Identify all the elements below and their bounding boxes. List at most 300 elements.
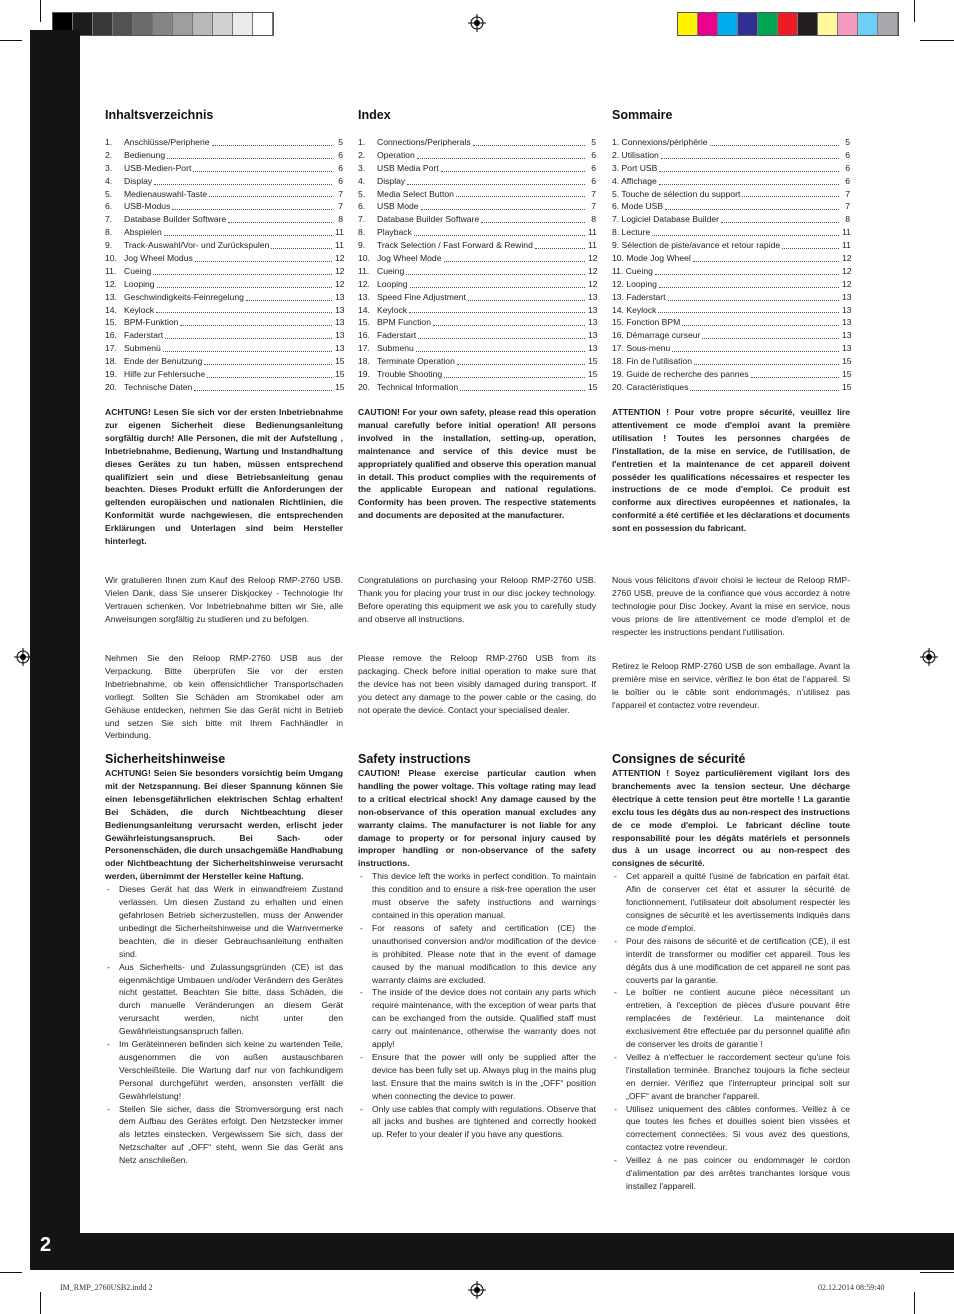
safety-bullet-item: - Utilisez uniquement des câbles conformes. Veillez à ce que toutes les fiches et douilles soient bien vissées et correctement connectées. Si vous avez des questions, contactez votre revendeur. [612,1103,850,1155]
toc-leader-dots [195,261,332,262]
toc-entry-number: 12. [358,278,370,289]
toc-leader-dots [156,312,332,313]
toc-entry[interactable] [358,149,596,162]
toc-leader-dots [742,196,839,197]
crop-mark [920,1272,954,1273]
color-swatch [758,13,778,35]
safety-section [358,751,596,1141]
footer-filename: IM_RMP_2760USB2.indd 2 [60,1283,153,1292]
toc-entry-title: Keylock [124,304,155,315]
toc-leader-dots [782,248,839,249]
toc-entry-number: 10. [105,253,117,263]
safety-bullet-item: - Cet appareil a quitté l'usine de fabrication en parfait état. Afin de conserver cet état et assurer la sécurité de fonctionnement, l'utilisateur doit absolument respecter les consignes de sécurité et les avertissements indiqués dans ce mode d'emploi. [612,870,850,935]
toc-entry-title: 12. Looping [612,278,657,289]
toc-leader-dots [246,300,332,301]
toc-leader-dots [193,171,332,172]
toc-entry-number: 9. [105,240,113,251]
toc-entry-page: 11 [842,240,851,251]
toc-leader-dots [163,351,332,352]
toc-leader-dots [417,158,585,159]
toc-entry[interactable] [612,265,850,278]
toc-entry-title: 1. Connexions/périphérie [612,136,708,147]
toc-leader-dots [410,287,585,288]
toc-leader-dots [659,171,839,172]
safety-bullet-list [105,883,343,1167]
toc-leader-dots [693,261,839,262]
toc-entry-title: 11. Cueing [612,265,653,276]
toc-entry-number: 18. [358,356,370,367]
toc-entry[interactable] [358,329,596,342]
toc-entry-title: Cueing [124,265,152,276]
toc-leader-dots [194,390,332,391]
toc-entry-page: 6 [591,162,596,173]
toc-entry-page: 8 [845,214,850,225]
safety-bullet-item: - Only use cables that comply with regulations. Observe that all jacks and bushes are tightened and correctly hooked up. Refer to your dealer if you have any questions. [358,1103,596,1142]
toc-leader-dots [661,158,839,159]
toc-entry[interactable] [358,162,596,175]
toc-entry-page: 13 [588,330,598,341]
toc-leader-dots [702,338,839,339]
toc-entry-page: 13 [335,343,345,354]
toc-entry-title: USB-Modus [124,201,171,212]
toc-entry-title: Operation [377,149,415,160]
toc-entry[interactable] [105,200,343,213]
color-swatch [153,13,173,35]
toc-entry[interactable] [358,342,596,355]
toc-leader-dots [406,274,585,275]
color-swatch [738,13,758,35]
toc-leader-dots [658,312,839,313]
safety-warning: CAUTION! Please exercise particular caution when handling the power voltage. This voltage rating may lead to a critical electrical shock! Any damage caused by the non-observance of this operation manual excludes any warranty claims. The manufacturer is not liable for any damage to property or for personal injury caused by improper handling or non-observance of the safety instructions. [358,768,596,869]
safety-bullet-item: - Le boîtier ne contient aucune pièce nécessitant un entretien, à l'exception de pièces d'usure pouvant être remplacées de l'extérieur. La maintenance doit exclusivement être effectuée par du personnel qualifié afin de conserver les droits de garantie ! [612,986,850,1051]
toc-entry-title: Display [377,175,406,186]
footer-timestamp: 02.12.2014 08:59:40 [818,1283,885,1292]
toc-leader-dots [444,261,586,262]
caution-notice: CAUTION! For your own safety, please read this operation manual carefully before initial operation! All persons involved in the installation, setting-up, operation, maintenance and service of this device must be appropriately qualified and observe this operation manual in detail. This product complies with the requirements of the applicable European and national regulations. Conformity has been proven. The respective statements and documents are deposited at the manufacturer. [358,407,596,521]
toc-entry-page: 12 [588,265,598,276]
toc-entry-title: USB Mode [377,201,419,212]
toc-entry[interactable] [358,278,596,291]
toc-entry-number: 8. [105,227,113,238]
safety-bullet-item: - Im Geräteinneren befinden sich keine zu wartenden Teile, ausgenommen die von außen austauschbaren Verschleißteile. Die Wartung darf nur von fachkundigem Personal durchgeführt werden, ansonsten verfällt die Gewährleistung! [105,1038,343,1103]
safety-bullet-item: - Dieses Gerät hat das Werk in einwandfreiem Zustand verlassen. Um diesen Zustand zu erhalten und einen gefahrlosen Betrieb sicherzustellen, muss der Anwender unbedingt die Sicherheitshinweise und die Warnvermerke beachten, die in dieser Gebrauchsanleitung enthalten sind. [105,883,343,960]
toc-entry-page: 12 [335,265,345,276]
toc-entry-title: Faderstart [377,330,417,341]
safety-warning: ATTENTION ! Soyez particulièrement vigilant lors des branchements avec la tension secteur. Une décharge électrique à cette tension peut être mortelle ! La garantie exclu tous les dégâts dus au non-respect des instructions de ce mode d'emploi. Le fabricant décline toute responsabilité pour les dégâts matériels et personnels dus à un usage incorrect ou au non-respect des consignes de sécurité. [612,768,850,869]
color-swatch [778,13,798,35]
toc-entry-number: 6. [105,201,113,212]
toc-entry[interactable] [105,291,343,304]
toc-entry-title: 18. Fin de l'utilisation [612,356,692,367]
toc-entry[interactable] [358,291,596,304]
unpacking-paragraph: Retirez le Reloop RMP-2760 USB de son emballage. Avant la première mise en service, vérifiez le bon état de l'appareil. Si le boîtier ou le câble sont endommagés, n'utilisez pas l'appareil et contactez votre revendeur. [612,661,850,710]
page-number: 2 [40,1234,52,1256]
toc-entry-page: 6 [845,149,850,160]
column-2 [612,107,852,1191]
toc-entry[interactable] [612,213,850,226]
color-swatch [233,13,253,35]
toc-leader-dots [167,158,332,159]
toc-leader-dots [690,390,839,391]
safety-section [612,751,850,1193]
toc-entry-number: 1. [105,136,113,147]
toc-entry-page: 11 [588,240,597,251]
toc-entry[interactable] [358,213,596,226]
toc-entry-page: 6 [338,149,343,160]
toc-entry[interactable] [612,278,850,291]
toc-leader-dots [655,274,839,275]
toc-entry[interactable] [612,162,850,175]
toc-entry[interactable] [612,149,850,162]
color-swatch [718,13,738,35]
toc-leader-dots [271,248,332,249]
toc-entry[interactable] [612,136,850,149]
crop-mark [40,0,41,22]
toc-leader-dots [665,209,839,210]
crop-mark [0,40,22,41]
toc-entry[interactable] [105,368,343,381]
toc-heading: Inhaltsverzeichnis [105,108,214,122]
toc-entry-title: Submenü [124,343,161,354]
toc-entry-number: 3. [358,162,366,173]
toc-leader-dots [721,222,839,223]
toc-entry-title: Jog Wheel Mode [377,253,442,263]
toc-entry-page: 6 [845,175,850,186]
toc-entry-page: 5 [338,136,343,147]
toc-entry-title: Hilfe zur Fehlersuche [124,369,206,380]
toc-entry[interactable] [358,252,596,265]
toc-entry[interactable] [105,226,343,239]
toc-entry[interactable] [612,368,850,381]
toc-entry-page: 15 [335,369,345,380]
safety-bullet-item: - Pour des raisons de sécurité et de certification (CE), il est interdit de transformer ou modifier cet appareil. Tous les dégâts dus à une modification de cet appareil ne sont pas couverts par la garantie. [612,935,850,987]
toc-entry[interactable] [105,329,343,342]
toc-entry-title: Technische Daten [124,381,193,392]
toc-entry-number: 4. [358,175,366,186]
toc-entry-title: Media Select Button [377,188,454,199]
toc-entry-title: 8. Lecture [612,227,651,238]
toc-entry-title: 9. Sélection de piste/avance et retour rapide [612,240,781,251]
toc-entry-page: 6 [845,162,850,173]
toc-entry[interactable] [612,329,850,342]
toc-entry-page: 7 [338,188,343,199]
toc-entry-title: 16. Démarrage curseur [612,330,701,341]
safety-bullet-list [612,870,850,1193]
toc-entry[interactable] [358,368,596,381]
crop-mark [920,40,954,41]
toc-entry-page: 15 [588,356,598,367]
toc-entry-title: Ende der Benutzung [124,356,203,367]
toc-entry-title: BPM Function [377,317,431,328]
toc-entry[interactable] [358,175,596,188]
toc-entry[interactable] [612,381,850,394]
toc-entry[interactable] [105,188,343,201]
page-side-band [30,30,80,1270]
toc-entry[interactable] [105,175,343,188]
color-swatch [698,13,718,35]
toc-entry[interactable] [612,226,850,239]
toc-entry[interactable] [105,149,343,162]
toc-entry[interactable] [612,316,850,329]
toc-entry-page: 7 [591,201,596,212]
safety-bullet-item: - For reasons of safety and certification (CE) the unauthorised conversion and/or modification of the device is prohibited. Please note that in the event of damage caused by the manual modification to this device any warranty claims are excluded. [358,922,596,987]
toc-leader-dots [418,338,585,339]
toc-entry-title: Track-Auswahl/Vor- und Zurückspulen [124,240,270,251]
toc-entry[interactable] [612,291,850,304]
toc-leader-dots [672,351,839,352]
toc-entry[interactable] [358,188,596,201]
toc-entry-title: 2. Utilisation [612,149,659,160]
toc-entry-page: 11 [588,227,597,238]
congratulations-paragraph: Nous vous félicitons d'avoir choisi le lecteur de Reloop RMP-2760 USB, preuve de la confiance que vous accordez à notre technologie pour Disc Jockey. Avant la mise en service, nous vous prions de lire attentivement ce mode d'emploi et de respecter les instructions pendant l'utilisation. [612,575,850,637]
toc-entry[interactable] [105,239,343,252]
color-swatch [253,13,273,35]
toc-entry-number: 14. [358,304,370,315]
safety-heading: Safety instructions [358,752,471,766]
toc-entry-number: 8. [358,227,366,238]
toc-entry-page: 15 [588,369,598,380]
color-swatch [678,13,698,35]
toc-entry-page: 6 [338,175,343,186]
toc-entry-page: 7 [338,201,343,212]
unpacking-paragraph: Nehmen Sie den Reloop RMP-2760 USB aus der Verpackung. Bitte überprüfen Sie vor der ersten Inbetriebnahme, ob kein offensichtlicher Transportschaden vorliegt. Sollten Sie Schäden am Stromkabel oder am Gehäuse entdecken, nehmen Sie das Gerät nicht in Betrieb und setzen Sie sich bitte mit Ihrem Fachhändler in Verbindung. [105,653,343,741]
toc-entry-title: 20. Caractéristiques [612,381,689,392]
toc-entry[interactable] [105,278,343,291]
toc-entry-title: USB Media Port [377,162,439,173]
toc-entry-page: 13 [842,330,852,341]
toc-leader-dots [207,377,332,378]
toc-entry[interactable] [358,304,596,317]
toc-entry[interactable] [105,162,343,175]
caution-notice: ACHTUNG! Lesen Sie sich vor der ersten Inbetriebnahme zur eigenen Sicherheit diese Bedienungsanleitung sorgfältig durch! Alle Personen, die mit der Aufstellung , Inbetriebnahme, Bedienung, Wartung und Instandhaltung dieses Gerätes zu tun haben, müssen entsprechend qualifiziert sein und diese Betriebsanleitung genau beachten. Dieses Produkt erfüllt die Anforderungen der geltenden europäischen und nationalen Richtlinien, die Konformität wurde nachgewiesen, die entsprechenden Erklärungen und Unterlagen sind beim Hersteller hinterlegt. [105,407,343,547]
toc-entry-title: 7. Logiciel Database Builder [612,214,720,225]
toc-entry-title: Medienauswahl-Taste [124,188,208,199]
toc-entry-title: Display [124,175,153,186]
toc-leader-dots [157,287,332,288]
toc-entry-title: 4. Affichage [612,175,657,186]
safety-warning: ACHTUNG! Seien Sie besonders vorsichtig beim Umgang mit der Netzspannung. Bei dieser Spannung können Sie einen lebensgefährlichen elektrischen Schlag erhalten! Bei Schäden, die durch Nichtbeachtung dieser Bedienungsanleitung verursacht werden, erlischt jeder Gewährleistungsanspruch. Bei Sach- oder Personenschäden, die durch unsachgemäße Handhabung oder Nichtbeachtung der Sicherheitshinweise verursacht werden, übernimmt der Hersteller keine Haftung. [105,768,343,882]
toc-entry-page: 12 [588,253,598,263]
color-swatch [818,13,838,35]
toc-leader-dots [433,325,585,326]
toc-entry-number: 11. [358,265,370,276]
toc-entry-title: Keylock [377,304,408,315]
toc-entry-number: 1. [358,136,366,147]
toc-entry-page: 15 [842,356,852,367]
toc-entry-page: 13 [335,291,345,302]
congratulations-paragraph: Wir gratulieren Ihnen zum Kauf des Reloop RMP-2760 USB. Vielen Dank, dass Sie unserer Diskjockey - Technologie Ihr Vertrauen schenken. Vor Inbetriebnahme bitten wir Sie, alle Anweisungen sorgfältig zu studieren und zu befolgen. [105,575,343,624]
toc-entry-page: 15 [588,381,598,392]
toc-leader-dots [751,377,839,378]
toc-leader-dots [421,209,585,210]
toc-entry-page: 13 [335,317,345,328]
toc-heading: Index [358,108,391,122]
toc-entry-title: Track Selection / Fast Forward & Rewind [377,240,533,251]
toc-entry[interactable] [358,239,596,252]
toc-entry-title: 14. Keylock [612,304,657,315]
toc-entry-title: Abspielen [124,227,162,238]
toc-entry-number: 12. [105,278,117,289]
toc-entry-page: 13 [335,330,345,341]
table-of-contents [105,136,343,394]
safety-bullet-item: - Ensure that the power will only be supplied after the device has been fully set up. Always plug in the mains plug last. Ensure that the mains switch is in the „OFF“ position when connecting the device to power. [358,1051,596,1103]
toc-entry-page: 6 [338,162,343,173]
toc-entry[interactable] [612,252,850,265]
toc-entry-page: 13 [588,317,598,328]
toc-leader-dots [153,274,332,275]
toc-leader-dots [652,235,839,236]
toc-leader-dots [457,364,585,365]
toc-leader-dots [409,312,585,313]
toc-leader-dots [414,235,585,236]
table-of-contents [358,136,596,394]
safety-section [105,751,343,1167]
color-swatch [858,13,878,35]
toc-leader-dots [209,196,332,197]
toc-entry-title: 5. Touche de sélection du support [612,188,741,199]
safety-bullet-item: - Veillez à n'effectuer le raccordement secteur qu'une fois l'installation terminée. Branchez toujours la fiche secteur en dernier. Vérifiez que l'interrupteur principal soit sur „OFF“ avant de brancher l'appareil. [612,1051,850,1103]
toc-entry-number: 19. [105,369,117,380]
toc-entry[interactable] [358,381,596,394]
toc-entry-title: Cueing [377,265,405,276]
toc-entry-number: 2. [105,149,113,160]
toc-leader-dots [668,300,840,301]
toc-entry-title: Geschwindigkeits-Feinregelung [124,291,244,302]
toc-entry[interactable] [105,265,343,278]
toc-entry[interactable] [105,136,343,149]
toc-entry[interactable] [612,342,850,355]
color-swatch [93,13,113,35]
toc-leader-dots [460,390,585,391]
toc-entry-number: 15. [105,317,117,328]
toc-entry-title: Speed Fine Adjustment [377,291,466,302]
toc-leader-dots [204,364,332,365]
toc-leader-dots [416,351,585,352]
toc-entry-page: 12 [588,278,598,289]
toc-entry[interactable] [612,175,850,188]
toc-entry-page: 6 [591,175,596,186]
toc-entry[interactable] [358,355,596,368]
toc-entry[interactable] [105,213,343,226]
toc-entry-page: 12 [842,253,852,263]
toc-entry[interactable] [358,226,596,239]
toc-entry-number: 11. [105,265,117,276]
crop-mark [40,1292,41,1314]
toc-entry-page: 7 [845,188,850,199]
toc-entry[interactable] [612,200,850,213]
toc-entry-number: 10. [358,253,370,263]
safety-bullet-item: - Stellen Sie sicher, dass die Stromversorgung erst nach dem Aufbau des Gerätes erfolgt. Den Netzstecker immer als letztes einstecken. Vergewissern Sie sich, dass der Netzschalter auf „OFF“ steht, wenn Sie das Gerät ans Netz anschließen. [105,1103,343,1168]
toc-entry-page: 11 [335,227,344,238]
toc-entry-page: 6 [591,149,596,160]
toc-entry-page: 12 [842,278,852,289]
toc-entry-title: Jog Wheel Modus [124,253,193,263]
toc-entry-page: 13 [842,343,852,354]
crop-mark [914,0,915,22]
toc-entry-title: BPM-Funktion [124,317,179,328]
toc-leader-dots [481,222,585,223]
toc-entry-page: 12 [335,278,345,289]
toc-leader-dots [468,300,585,301]
toc-entry-page: 11 [335,240,344,251]
toc-entry-number: 14. [105,304,117,315]
toc-entry[interactable] [612,304,850,317]
toc-entry-page: 13 [842,317,852,328]
toc-entry-page: 8 [338,214,343,225]
toc-entry-title: Submenu [377,343,414,354]
crop-mark [0,1272,22,1273]
toc-leader-dots [659,287,839,288]
toc-entry-page: 5 [591,136,596,147]
toc-leader-dots [710,145,839,146]
toc-entry-title: Trouble Shooting [377,369,443,380]
toc-entry-title: Terminate Operation [377,356,455,367]
toc-entry[interactable] [105,316,343,329]
toc-entry[interactable] [358,200,596,213]
toc-leader-dots [473,145,585,146]
toc-entry-page: 15 [842,369,852,380]
page-bottom-band [30,1233,954,1270]
toc-entry-page: 13 [842,291,852,302]
toc-leader-dots [659,184,839,185]
safety-bullet-item: - Veillez à ne pas coincer ou endommager le cordon d'alimentation par des arrêtes tranchantes lorsque vous installez l'appareil. [612,1154,850,1193]
toc-entry-number: 5. [358,188,366,199]
safety-heading: Sicherheitshinweise [105,752,226,766]
toc-entry-number: 4. [105,175,113,186]
column-1 [358,107,598,1140]
toc-entry[interactable] [358,265,596,278]
toc-entry[interactable] [105,342,343,355]
safety-bullet-item: - This device left the works in perfect condition. To maintain this condition and to ensure a risk-free operation the user must observe the safety instructions and warnings contained in this operation manual. [358,870,596,922]
toc-entry-title: 17. Sous-menu [612,343,671,354]
toc-entry-title: Looping [124,278,155,289]
safety-heading: Consignes de sécurité [612,752,746,766]
toc-entry[interactable] [612,188,850,201]
toc-entry-page: 12 [335,253,345,263]
registration-mark-top [468,14,486,32]
toc-entry-number: 16. [358,330,370,341]
toc-entry[interactable] [612,239,850,252]
toc-entry-page: 11 [842,227,851,238]
toc-entry-title: 19. Guide de recherche des pannes [612,369,749,380]
toc-entry-title: 6. Mode USB [612,201,664,212]
toc-entry[interactable] [358,316,596,329]
toc-leader-dots [441,171,585,172]
toc-entry-page: 13 [335,304,345,315]
toc-entry-page: 7 [591,188,596,199]
toc-entry-number: 20. [105,381,117,392]
toc-entry-title: Anschlüsse/Peripherie [124,136,210,147]
toc-entry[interactable] [105,381,343,394]
toc-entry[interactable] [105,252,343,265]
toc-leader-dots [456,196,585,197]
toc-entry-title: Database Builder Software [124,214,227,225]
toc-entry[interactable] [612,355,850,368]
color-swatch [213,13,233,35]
toc-entry-title: Database Builder Software [377,214,480,225]
toc-entry[interactable] [358,136,596,149]
toc-entry[interactable] [105,355,343,368]
toc-entry-number: 18. [105,356,117,367]
toc-leader-dots [165,338,332,339]
color-swatch [838,13,858,35]
toc-entry-title: Looping [377,278,408,289]
toc-entry[interactable] [105,304,343,317]
toc-entry-title: Bedienung [124,149,166,160]
toc-entry-number: 13. [358,291,370,302]
toc-leader-dots [154,184,332,185]
registration-mark-right [920,648,938,666]
